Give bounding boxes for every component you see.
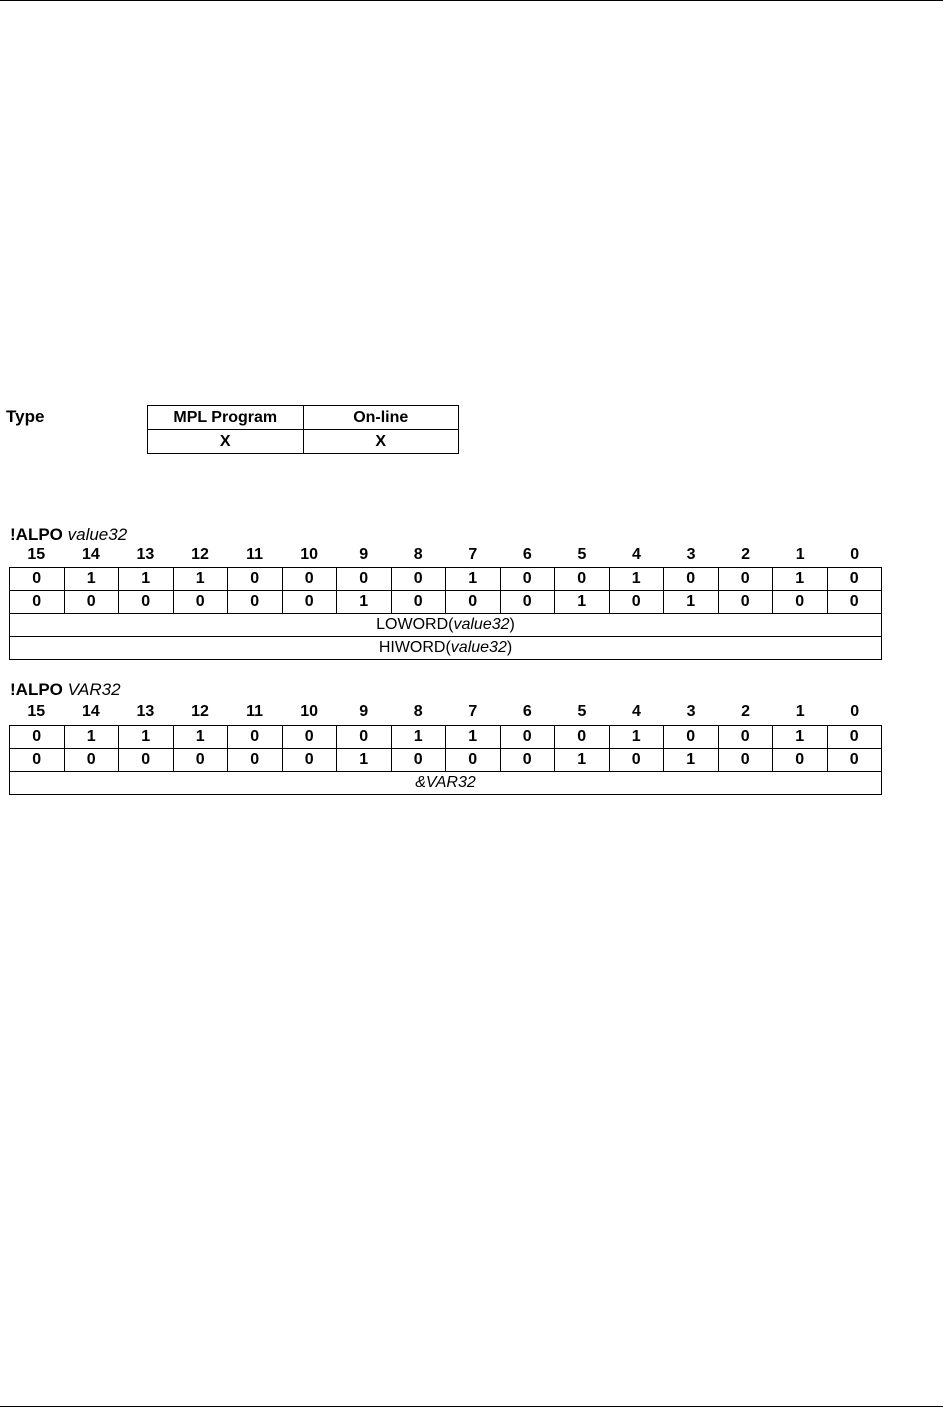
bit-cell: 0 (500, 749, 555, 772)
bit-cell: 0 (500, 726, 555, 749)
example1-bit-table (9, 567, 882, 660)
bit-cell: 0 (337, 568, 392, 591)
example2-bit-row-1 (10, 726, 882, 749)
bit-cell: 1 (64, 726, 119, 749)
bit-number: 9 (359, 703, 369, 720)
bit-cell: 0 (718, 726, 773, 749)
bit-cell: 0 (10, 591, 65, 614)
bit-cell: 0 (500, 568, 555, 591)
bit-cell: 0 (119, 591, 174, 614)
bit-number: 4 (632, 546, 641, 563)
example2-bit-numbers (9, 702, 882, 722)
example2-command: !ALPO (10, 680, 63, 699)
bit-cell: 1 (446, 568, 501, 591)
bit-cell: 0 (609, 749, 664, 772)
bit-cell: 1 (173, 726, 228, 749)
bottom-rule (0, 1406, 943, 1407)
bit-cell: 0 (64, 591, 119, 614)
bit-cell: 0 (173, 749, 228, 772)
bit-number: 11 (246, 703, 263, 720)
bit-cell: 0 (391, 568, 446, 591)
bit-cell: 0 (446, 591, 501, 614)
type-label: Type (6, 407, 45, 426)
bit-cell: 0 (827, 749, 882, 772)
bit-cell: 0 (228, 568, 283, 591)
bit-cell: 0 (337, 726, 392, 749)
bit-cell: 1 (119, 568, 174, 591)
example1-command: !ALPO (10, 525, 63, 544)
example1-loword-cell (10, 614, 882, 637)
bit-cell: 0 (773, 591, 828, 614)
bit-cell: 0 (773, 749, 828, 772)
bit-cell: 0 (500, 591, 555, 614)
hiword-prefix: HIWORD( (378, 639, 451, 656)
bit-number: 1 (795, 703, 805, 720)
bit-cell: 0 (664, 726, 719, 749)
bit-cell: 0 (718, 568, 773, 591)
bit-cell: 0 (64, 749, 119, 772)
type-header-mpl-program: MPL Program (148, 406, 304, 430)
bit-number: 5 (577, 546, 587, 563)
bit-number: 0 (850, 703, 860, 720)
type-value-online: X (303, 430, 459, 454)
bit-cell: 1 (773, 568, 828, 591)
loword-prefix: LOWORD( (376, 616, 454, 633)
bit-number: 6 (522, 546, 532, 563)
bit-cell: 0 (228, 726, 283, 749)
example2-command-line (10, 680, 121, 700)
loword-arg: value32 (453, 616, 510, 633)
example2-bit-row-2 (10, 749, 882, 772)
bit-cell: 1 (609, 726, 664, 749)
bit-number: 10 (300, 703, 318, 720)
bit-cell: 0 (391, 591, 446, 614)
bit-number: 10 (300, 546, 318, 563)
bit-number: 14 (81, 546, 100, 563)
bit-cell: 0 (10, 726, 65, 749)
bit-cell: 1 (555, 591, 610, 614)
bit-cell: 0 (10, 749, 65, 772)
bit-cell: 0 (282, 749, 337, 772)
bit-cell: 0 (173, 591, 228, 614)
example2-address-cell (10, 772, 882, 795)
bit-number: 7 (468, 546, 478, 563)
example2-bit-table (9, 725, 882, 795)
bit-number: 0 (850, 546, 860, 563)
bit-number: 3 (686, 703, 696, 720)
bit-number: 4 (632, 703, 641, 720)
example1-command-line (10, 525, 127, 545)
bit-cell: 0 (446, 749, 501, 772)
bit-cell: 1 (391, 726, 446, 749)
bit-cell: 0 (718, 749, 773, 772)
bit-number: 13 (136, 546, 155, 563)
example2-argument: VAR32 (67, 680, 121, 699)
type-header-online: On-line (303, 406, 459, 430)
bit-number: 12 (191, 703, 209, 720)
example1-hiword-cell (10, 637, 882, 660)
type-value-mpl-program: X (148, 430, 304, 454)
hiword-suffix: ) (506, 639, 513, 656)
bit-cell: 0 (555, 568, 610, 591)
bit-number: 7 (468, 703, 478, 720)
bit-cell: 0 (664, 568, 719, 591)
example1-bit-row-1 (10, 568, 882, 591)
example1-bit-row-2 (10, 591, 882, 614)
example1-argument: value32 (67, 525, 128, 544)
bit-number: 2 (741, 546, 751, 563)
bit-cell: 0 (827, 568, 882, 591)
bit-cell: 0 (555, 726, 610, 749)
bit-number: 11 (246, 546, 263, 563)
example1-bit-numbers (9, 545, 882, 565)
bit-cell: 0 (282, 726, 337, 749)
bit-cell: 0 (282, 568, 337, 591)
bit-cell: 0 (827, 591, 882, 614)
bit-cell: 0 (228, 749, 283, 772)
bit-cell: 1 (555, 749, 610, 772)
bit-cell: 0 (282, 591, 337, 614)
bit-cell: 1 (609, 568, 664, 591)
bit-cell: 1 (64, 568, 119, 591)
bit-number: 15 (27, 703, 46, 720)
bit-cell: 0 (718, 591, 773, 614)
bit-cell: 1 (119, 726, 174, 749)
bit-number: 1 (795, 546, 805, 563)
bit-number: 8 (413, 703, 423, 720)
bit-cell: 1 (664, 749, 719, 772)
bit-cell: 1 (446, 726, 501, 749)
bit-cell: 0 (228, 591, 283, 614)
bit-cell: 0 (609, 591, 664, 614)
bit-cell: 1 (664, 591, 719, 614)
bit-number: 15 (27, 546, 46, 563)
bit-cell: 0 (391, 749, 446, 772)
bit-number: 2 (741, 703, 751, 720)
bit-number: 12 (191, 546, 209, 563)
bit-number: 6 (522, 703, 532, 720)
bit-cell: 0 (119, 749, 174, 772)
bit-cell: 0 (827, 726, 882, 749)
type-table (147, 405, 459, 454)
bit-cell: 0 (10, 568, 65, 591)
bit-number: 9 (359, 546, 369, 563)
loword-suffix: ) (509, 616, 515, 633)
bit-number: 8 (413, 546, 423, 563)
bit-cell: 1 (173, 568, 228, 591)
bit-number: 3 (686, 546, 696, 563)
bit-cell: 1 (337, 749, 392, 772)
bit-cell: 1 (773, 726, 828, 749)
top-rule (0, 0, 943, 1)
hiword-arg: value32 (450, 639, 507, 656)
bit-number: 13 (136, 703, 155, 720)
bit-number: 14 (81, 703, 100, 720)
bit-number: 5 (577, 703, 587, 720)
bit-cell: 1 (337, 591, 392, 614)
address-arg: &VAR32 (415, 774, 476, 791)
